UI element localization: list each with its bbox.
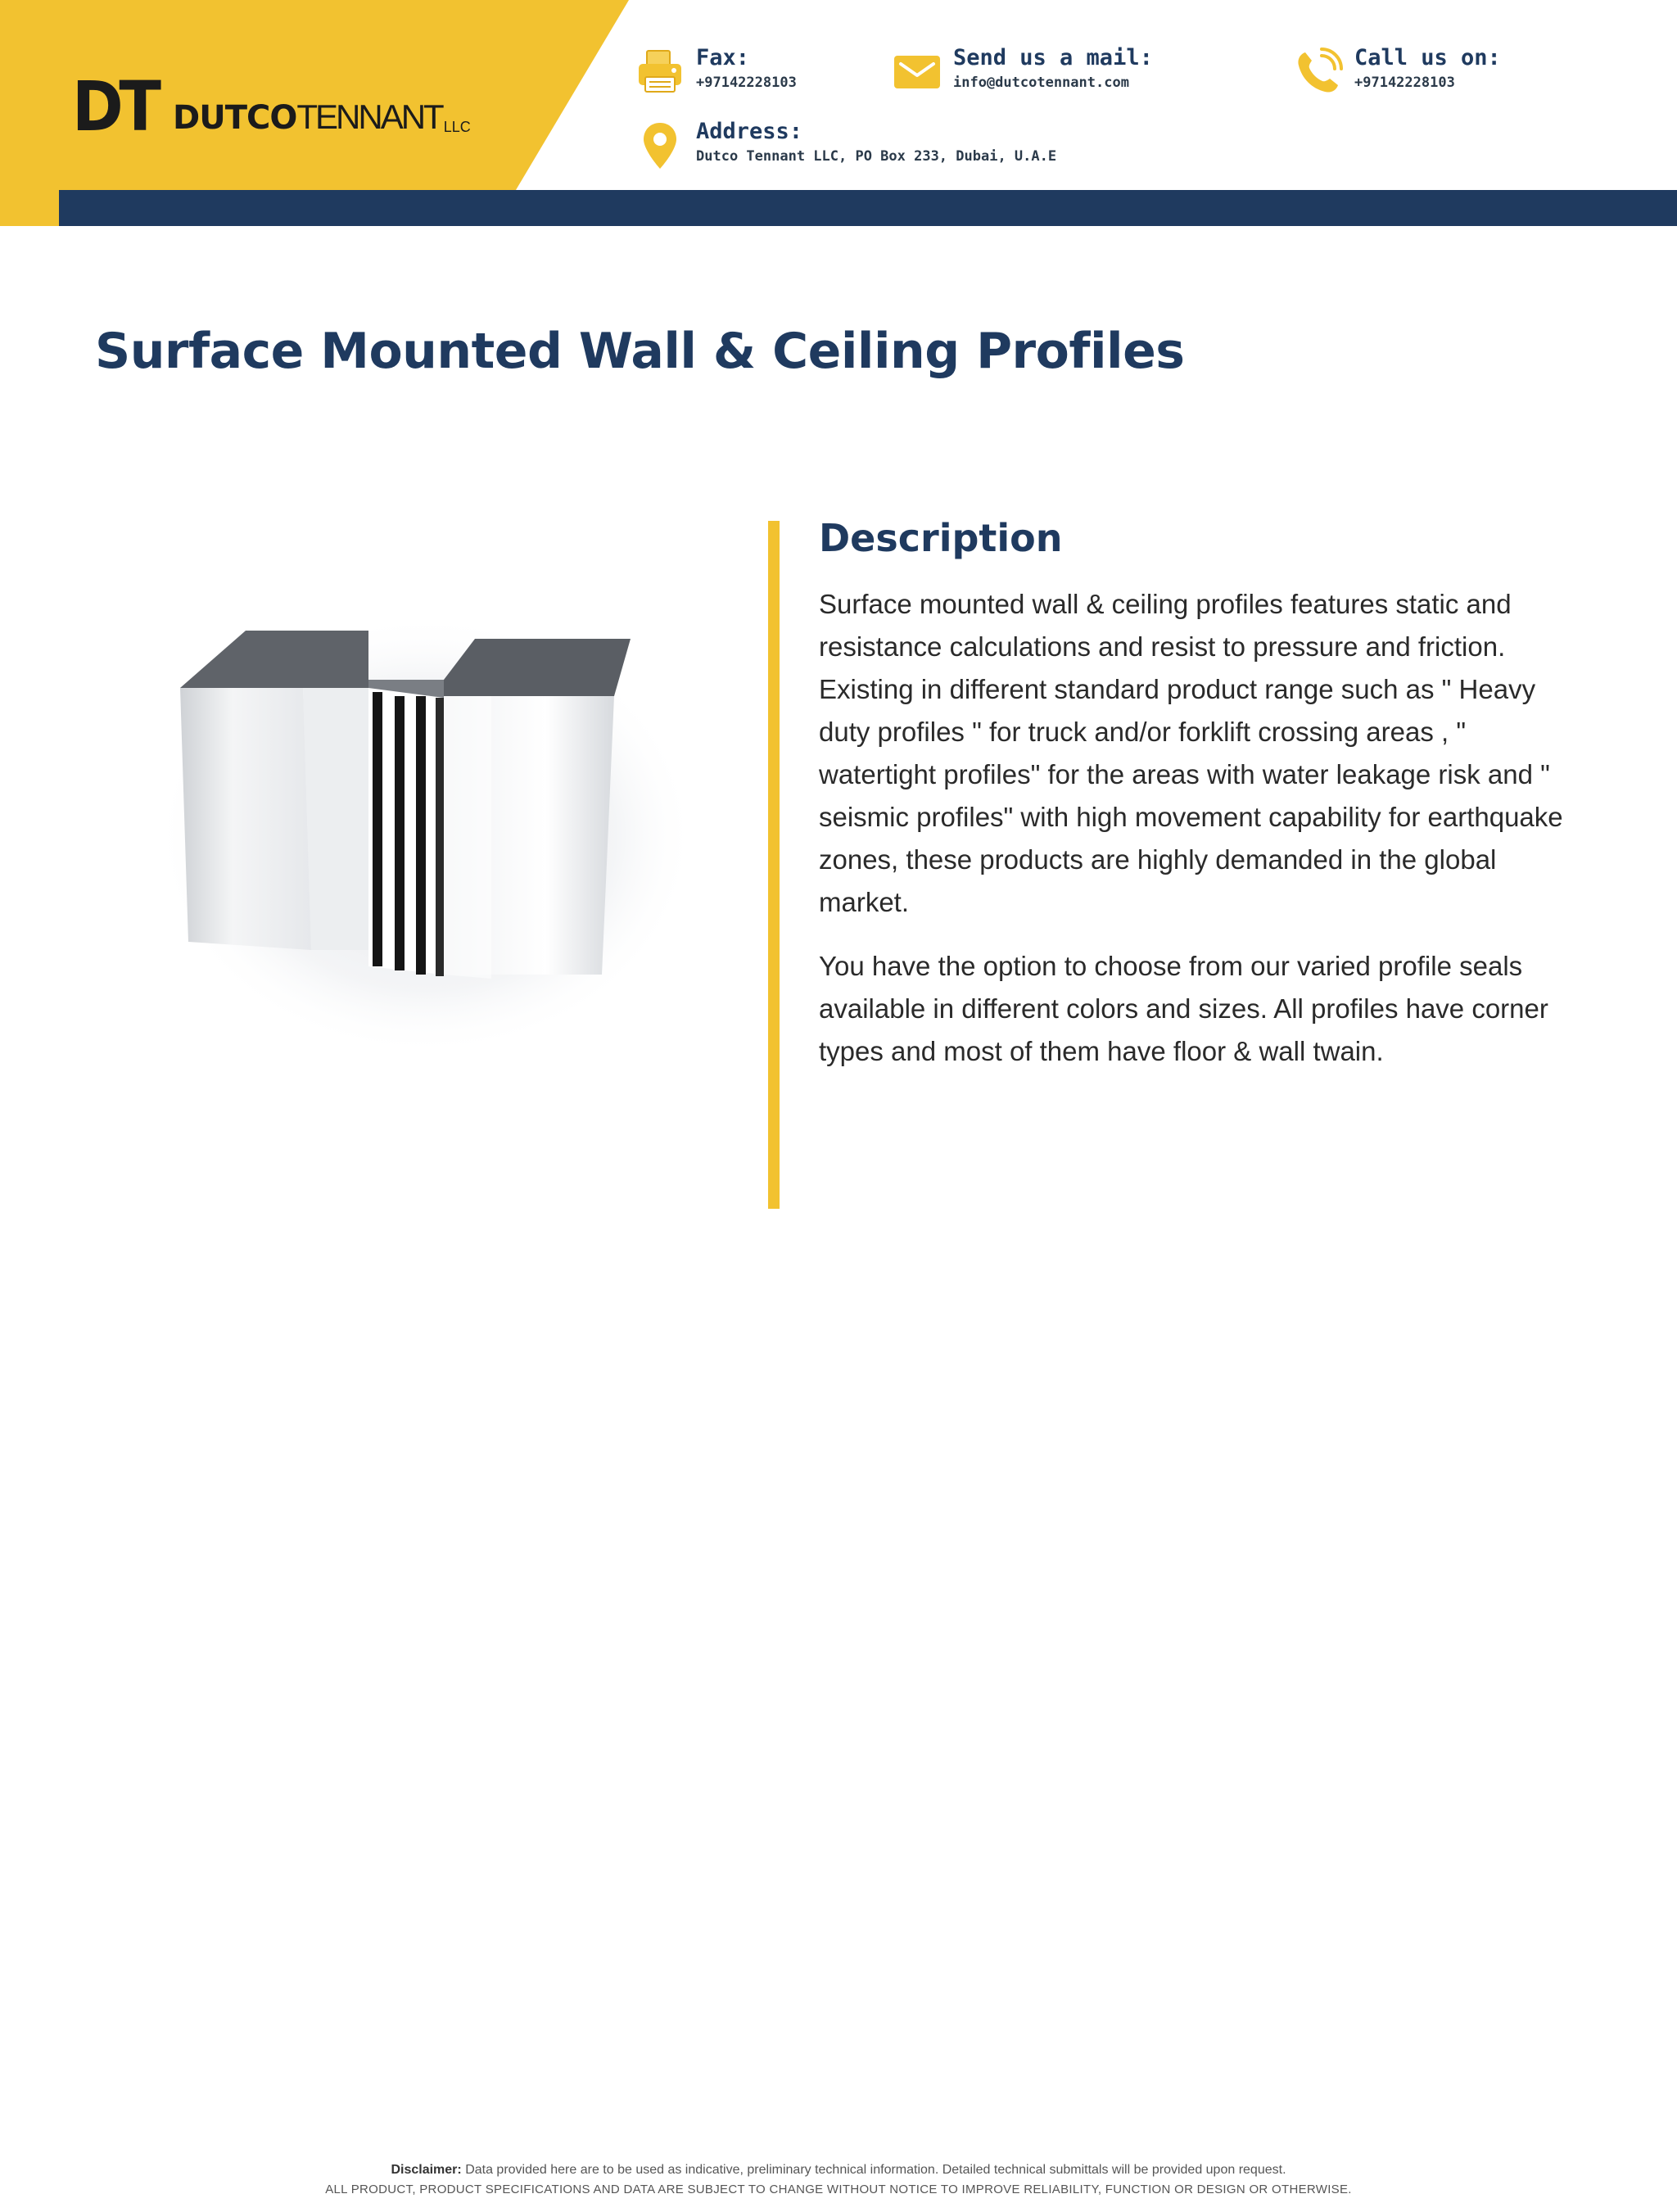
description-heading: Description [819, 516, 1063, 560]
address-label: Address: [696, 119, 803, 144]
fax-label: Fax: [696, 45, 750, 70]
logo-brand-light: TENNANT [296, 97, 442, 136]
disclaimer-lead: Disclaimer: [391, 2163, 462, 2177]
fax-number[interactable]: +97142228103 [696, 74, 797, 91]
call-label: Call us on: [1354, 45, 1501, 70]
disclaimer [49, 2160, 1628, 2200]
page-header [0, 0, 1677, 226]
address-value: Dutco Tennant LLC, PO Box 233, Dubai, U.A.E [696, 147, 1057, 165]
description-accent-bar [768, 521, 780, 1209]
logo-wordmark [173, 97, 471, 137]
contact-fax [635, 46, 797, 97]
logo-brand-bold: DUTCO [173, 99, 297, 137]
product-image [123, 590, 696, 1048]
description-paragraph-2: You have the option to choose from our varied profile seals available in different colors and sizes. All profiles have corner types and most of them have floor & wall twain. [819, 951, 1548, 1066]
location-pin-icon [635, 121, 685, 170]
phone-icon [1294, 47, 1343, 97]
mail-address-link[interactable]: info@dutcotennant.com [953, 74, 1129, 91]
page-title: Surface Mounted Wall & Ceiling Profiles [95, 323, 1185, 380]
logo-mark: DT [72, 66, 157, 147]
disclaimer-line-2: ALL PRODUCT, PRODUCT SPECIFICATIONS AND DATA ARE SUBJECT TO CHANGE WITHOUT NOTICE TO IMPROVE RELIABILITY, FUNCTION OR DESIGN OR OTHERWISE. [325, 2183, 1352, 2196]
mail-label: Send us a mail: [953, 45, 1153, 70]
description-section [819, 516, 1572, 1094]
mail-icon [893, 47, 942, 97]
header-navy-bar [59, 190, 1677, 226]
description-paragraph-1: Surface mounted wall & ceiling profiles features static and resistance calculations and resist to pressure and friction. Existing in different standard product range such as " Heavy duty profiles " for truck and/or forklift crossing areas , " watertight profiles" for the areas with water leakage risk and " seismic profiles" with high movement capability for earthquake zones, these products are highly demanded in the global market. [819, 589, 1563, 917]
disclaimer-line-1 [49, 2160, 1628, 2180]
contact-call [1294, 46, 1501, 97]
phone-number[interactable]: +97142228103 [1354, 74, 1455, 91]
contact-mail [893, 46, 1153, 97]
fax-icon [635, 47, 685, 97]
contact-address [635, 120, 1056, 170]
disclaimer-text: Data provided here are to be used as indicative, preliminary technical information. Detailed technical submittals will be provided upon request. [465, 2163, 1286, 2177]
logo-suffix: LLC [443, 119, 471, 135]
company-logo [72, 66, 471, 147]
